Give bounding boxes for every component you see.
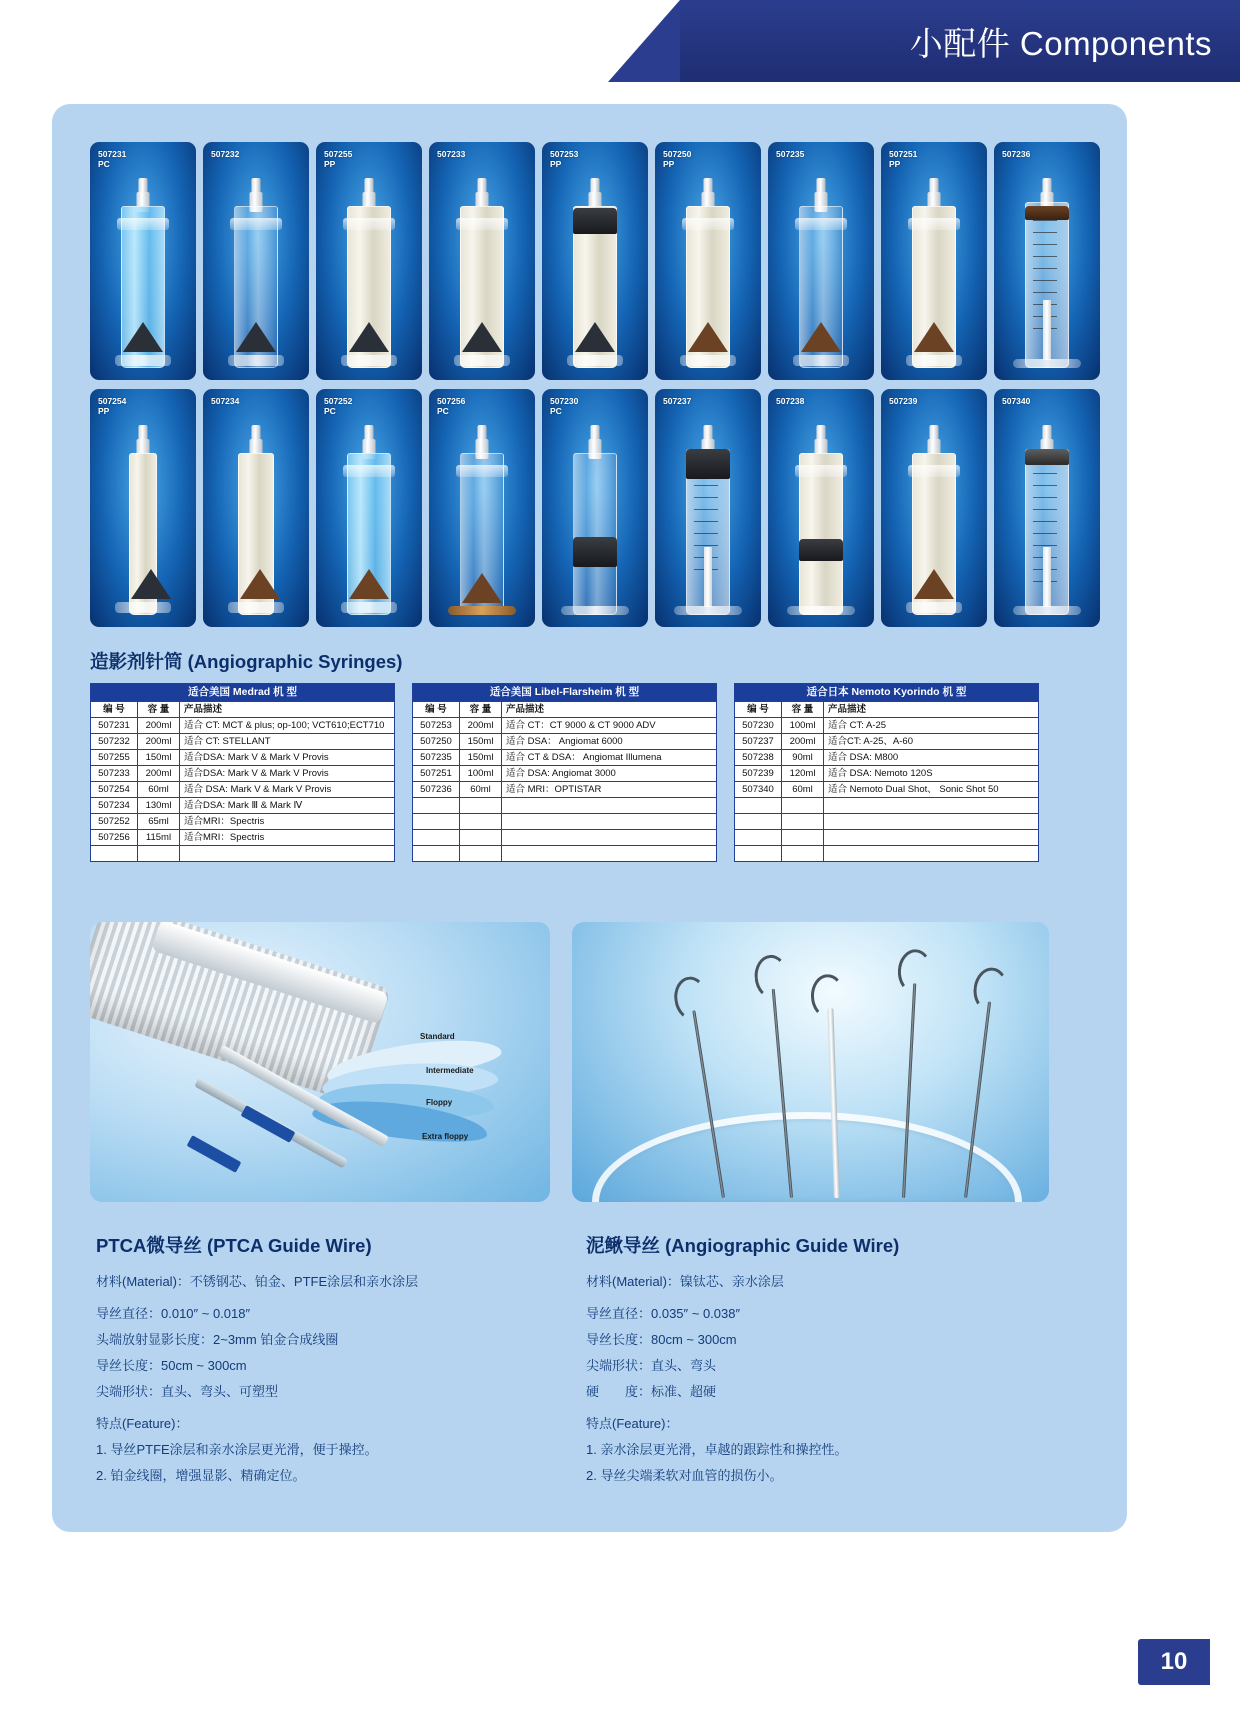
product-cell <box>655 142 761 380</box>
cell-description <box>180 846 395 862</box>
cell-code: 507340 <box>735 782 782 798</box>
cell-volume <box>782 798 824 814</box>
cell-description: 适合MRI：Spectris <box>180 830 395 846</box>
table-row <box>91 750 395 766</box>
material-text: PC <box>437 406 449 416</box>
product-code <box>324 149 352 169</box>
table-row <box>413 718 717 734</box>
code-text: 507236 <box>1002 149 1031 159</box>
col-code: 编 号 <box>413 702 460 718</box>
cell-volume: 150ml <box>460 734 502 750</box>
syringe-illustration <box>452 172 512 368</box>
table-title: 适合日本 Nemoto Kyorindo 机 型 <box>735 684 1039 702</box>
cell-volume: 100ml <box>782 718 824 734</box>
cell-code <box>735 846 782 862</box>
product-code <box>550 396 578 416</box>
cell-volume <box>782 814 824 830</box>
table-row <box>91 846 395 862</box>
code-text: 507238 <box>776 396 805 406</box>
table-row <box>91 718 395 734</box>
material-text: PC <box>550 406 562 416</box>
cell-description: 适合 DSA: Angiomat 3000 <box>502 766 717 782</box>
tubing-illustration <box>592 1112 1022 1202</box>
product-code <box>550 149 578 169</box>
product-cell <box>542 142 648 380</box>
cell-code: 507238 <box>735 750 782 766</box>
product-cell <box>90 389 196 627</box>
product-cell <box>429 142 535 380</box>
cell-code: 507234 <box>91 798 138 814</box>
page-title: 小配件 Components <box>909 25 1212 62</box>
table-row <box>413 798 717 814</box>
angio-length: 导丝长度：80cm ~ 300cm <box>586 1332 737 1347</box>
cell-code: 507232 <box>91 734 138 750</box>
cell-description: 适合DSA: Mark V & Mark V Provis <box>180 766 395 782</box>
table-row <box>413 750 717 766</box>
cell-description <box>824 798 1039 814</box>
cell-description: 适合 CT：CT 9000 & CT 9000 ADV <box>502 718 717 734</box>
cell-description: 适合 CT: STELLANT <box>180 734 395 750</box>
cell-code: 507233 <box>91 766 138 782</box>
cell-volume <box>782 846 824 862</box>
table-row <box>735 798 1039 814</box>
cell-volume <box>460 814 502 830</box>
cell-description: 适合CT: A-25、A-60 <box>824 734 1039 750</box>
product-grid-row-2 <box>90 389 1100 627</box>
cell-code: 507256 <box>91 830 138 846</box>
product-cell <box>994 142 1100 380</box>
cell-volume: 200ml <box>460 718 502 734</box>
product-cell <box>90 142 196 380</box>
ptca-diameter: 导丝直径：0.010″ ~ 0.018″ <box>96 1306 251 1321</box>
cell-description: 适合 DSA: Nemoto 120S <box>824 766 1039 782</box>
table-liebel-flarsheim <box>412 683 717 862</box>
cell-description: 适合 CT: A-25 <box>824 718 1039 734</box>
table-row <box>413 846 717 862</box>
table-row <box>413 766 717 782</box>
syringe-illustration <box>678 419 738 615</box>
cell-code: 507254 <box>91 782 138 798</box>
wire-label-band <box>187 1135 242 1173</box>
table-row <box>91 782 395 798</box>
product-cell <box>316 142 422 380</box>
code-text: 507250 <box>663 149 692 159</box>
material-text: PP <box>663 159 675 169</box>
table-row <box>91 766 395 782</box>
table-row <box>413 734 717 750</box>
table-row <box>735 782 1039 798</box>
cell-volume: 120ml <box>782 766 824 782</box>
cell-code <box>735 814 782 830</box>
ptca-tip-shape: 尖端形状：直头、弯头、可塑型 <box>96 1384 279 1399</box>
cell-description <box>502 814 717 830</box>
col-code: 编 号 <box>735 702 782 718</box>
ptca-guide-wire-photo <box>90 922 550 1202</box>
col-volume: 容 量 <box>460 702 502 718</box>
product-cell <box>542 389 648 627</box>
syringe-illustration <box>339 419 399 615</box>
code-text: 507239 <box>889 396 918 406</box>
code-text: 507233 <box>437 149 466 159</box>
angio-feature-title: 特点(Feature)： <box>586 1416 679 1431</box>
table-row <box>735 766 1039 782</box>
cell-code: 507251 <box>413 766 460 782</box>
product-code <box>211 396 239 406</box>
cell-volume: 200ml <box>782 734 824 750</box>
cell-code <box>413 830 460 846</box>
angiographic-guide-wire-text <box>586 1232 1056 1492</box>
code-text: 507252 <box>324 396 353 406</box>
angio-feature-2: 2. 导丝尖端柔软对血管的损伤小。 <box>586 1468 783 1483</box>
code-text: 507231 <box>98 149 127 159</box>
product-grid-row-1 <box>90 142 1100 380</box>
cell-code <box>735 830 782 846</box>
product-cell <box>768 389 874 627</box>
cell-description <box>502 830 717 846</box>
cell-description: 适合 DSA: M800 <box>824 750 1039 766</box>
table-row <box>413 814 717 830</box>
code-text: 507230 <box>550 396 579 406</box>
cell-code <box>91 846 138 862</box>
syringe-illustration <box>904 419 964 615</box>
col-description: 产品描述 <box>824 702 1039 718</box>
syringe-illustration <box>791 419 851 615</box>
cell-volume: 60ml <box>460 782 502 798</box>
cell-volume <box>460 798 502 814</box>
product-code <box>437 396 465 416</box>
cell-code: 507237 <box>735 734 782 750</box>
syringe-illustration <box>113 172 173 368</box>
product-code <box>98 149 126 169</box>
table-title: 适合美国 Medrad 机 型 <box>91 684 395 702</box>
page-header <box>0 0 1240 88</box>
cell-volume: 150ml <box>460 750 502 766</box>
table-row <box>735 734 1039 750</box>
product-code <box>324 396 352 416</box>
table-medrad <box>90 683 395 862</box>
label-floppy: Floppy <box>426 1098 453 1107</box>
angio-stiffness: 硬 度：标准、超硬 <box>586 1384 717 1399</box>
angiographic-guide-wire-photo <box>572 922 1049 1202</box>
cell-volume: 130ml <box>138 798 180 814</box>
ptca-length: 导丝长度：50cm ~ 300cm <box>96 1358 247 1373</box>
cell-code <box>735 798 782 814</box>
code-text: 507237 <box>663 396 692 406</box>
product-code <box>1002 396 1030 406</box>
code-text: 507340 <box>1002 396 1031 406</box>
ptca-feature-2: 2. 铂金线圈，增强显影、精确定位。 <box>96 1468 306 1483</box>
angio-feature-1: 1. 亲水涂层更光滑，卓越的跟踪性和操控性。 <box>586 1442 848 1457</box>
syringe-illustration <box>565 172 625 368</box>
product-code <box>776 396 804 406</box>
ptca-feature-1: 1. 导丝PTFE涂层和亲水涂层更光滑，便于操控。 <box>96 1442 378 1457</box>
table-row <box>735 718 1039 734</box>
col-description: 产品描述 <box>180 702 395 718</box>
product-code <box>889 149 917 169</box>
product-code <box>889 396 917 406</box>
cell-volume: 100ml <box>460 766 502 782</box>
cell-description: 适合 DSA: Mark V & Mark V Provis <box>180 782 395 798</box>
col-volume: 容 量 <box>138 702 180 718</box>
product-cell <box>881 389 987 627</box>
cell-code <box>413 846 460 862</box>
syringe-illustration <box>565 419 625 615</box>
code-text: 507251 <box>889 149 918 159</box>
syringe-illustration <box>452 419 512 615</box>
product-cell <box>768 142 874 380</box>
cell-volume <box>460 830 502 846</box>
table-row <box>91 734 395 750</box>
angiographic-syringes-title: 造影剂针筒 (Angiographic Syringes) <box>90 651 403 672</box>
syringe-illustration <box>904 172 964 368</box>
cell-description <box>502 798 717 814</box>
wire-label-band <box>241 1105 296 1143</box>
cell-description: 适合 CT & DSA： Angiomat Illumena <box>502 750 717 766</box>
cell-description: 适合 MRI：OPTISTAR <box>502 782 717 798</box>
table-row <box>91 814 395 830</box>
syringe-illustration <box>1017 419 1077 615</box>
cell-volume: 150ml <box>138 750 180 766</box>
syringe-illustration <box>339 172 399 368</box>
cell-volume <box>138 846 180 862</box>
material-text: PP <box>889 159 901 169</box>
cell-volume: 200ml <box>138 718 180 734</box>
cell-volume: 65ml <box>138 814 180 830</box>
code-text: 507235 <box>776 149 805 159</box>
cell-volume: 90ml <box>782 750 824 766</box>
cell-description: 适合 CT: MCT & plus; op-100; VCT610;ECT710 <box>180 718 395 734</box>
code-text: 507234 <box>211 396 240 406</box>
cell-description <box>824 814 1039 830</box>
table-row <box>413 782 717 798</box>
product-cell <box>655 389 761 627</box>
code-text: 507254 <box>98 396 127 406</box>
table-title: 适合美国 Libel-Flarsheim 机 型 <box>413 684 717 702</box>
table-row <box>735 750 1039 766</box>
product-code <box>1002 149 1030 159</box>
cell-volume: 200ml <box>138 766 180 782</box>
cell-code <box>413 798 460 814</box>
angio-wire-title: 泥鳅导丝 (Angiographic Guide Wire) <box>586 1235 900 1256</box>
cell-description: 适合MRI：Spectris <box>180 814 395 830</box>
syringe-illustration <box>226 419 286 615</box>
table-row <box>91 798 395 814</box>
cell-code: 507250 <box>413 734 460 750</box>
product-code <box>437 149 465 159</box>
table-row <box>735 846 1039 862</box>
cell-description: 适合 DSA： Angiomat 6000 <box>502 734 717 750</box>
cell-volume <box>460 846 502 862</box>
table-row <box>735 814 1039 830</box>
product-code <box>211 149 239 159</box>
product-cell <box>316 389 422 627</box>
syringe-illustration <box>1017 172 1077 368</box>
code-text: 507256 <box>437 396 466 406</box>
cell-code: 507231 <box>91 718 138 734</box>
col-description: 产品描述 <box>502 702 717 718</box>
col-volume: 容 量 <box>782 702 824 718</box>
angio-tip-shape: 尖端形状：直头、弯头 <box>586 1358 717 1373</box>
product-cell <box>881 142 987 380</box>
table-row <box>735 830 1039 846</box>
product-cell <box>429 389 535 627</box>
material-text: PP <box>98 406 110 416</box>
ptca-title: PTCA微导丝 (PTCA Guide Wire) <box>96 1235 372 1256</box>
label-extra-floppy: Extra floppy <box>422 1132 469 1141</box>
product-cell <box>994 389 1100 627</box>
product-code <box>663 149 691 169</box>
label-standard: Standard <box>420 1032 455 1041</box>
cell-volume: 115ml <box>138 830 180 846</box>
table-row <box>91 830 395 846</box>
cell-code: 507230 <box>735 718 782 734</box>
table-nemoto-kyorindo <box>734 683 1039 862</box>
table-row <box>413 830 717 846</box>
product-cell <box>203 389 309 627</box>
material-text: PP <box>324 159 336 169</box>
cell-code: 507253 <box>413 718 460 734</box>
cell-code <box>413 814 460 830</box>
col-code: 编 号 <box>91 702 138 718</box>
cell-code: 507252 <box>91 814 138 830</box>
cell-code: 507236 <box>413 782 460 798</box>
code-text: 507253 <box>550 149 579 159</box>
code-text: 507232 <box>211 149 240 159</box>
cell-volume: 60ml <box>138 782 180 798</box>
angio-diameter: 导丝直径：0.035″ ~ 0.038″ <box>586 1306 741 1321</box>
syringe-illustration <box>226 172 286 368</box>
cell-description: 适合DSA: Mark Ⅲ & Mark Ⅳ <box>180 798 395 814</box>
cell-description: 适合DSA: Mark V & Mark V Provis <box>180 750 395 766</box>
material-text: PC <box>98 159 110 169</box>
cell-code: 507255 <box>91 750 138 766</box>
product-code <box>663 396 691 406</box>
ptca-guide-wire-text <box>96 1232 566 1492</box>
syringe-illustration <box>678 172 738 368</box>
cell-description: 适合 Nemoto Dual Shot、 Sonic Shot 50 <box>824 782 1039 798</box>
ptca-material: 材料(Material)：不锈钢芯、铂金、PTFE涂层和亲水涂层 <box>96 1274 419 1289</box>
cell-volume <box>782 830 824 846</box>
material-text: PC <box>324 406 336 416</box>
syringe-illustration <box>113 419 173 615</box>
cell-code: 507239 <box>735 766 782 782</box>
cell-volume: 60ml <box>782 782 824 798</box>
material-text: PP <box>550 159 562 169</box>
product-cell <box>203 142 309 380</box>
ptca-feature-title: 特点(Feature)： <box>96 1416 189 1431</box>
page-number: 10 <box>1138 1639 1210 1685</box>
cell-description <box>502 846 717 862</box>
cell-code: 507235 <box>413 750 460 766</box>
angio-material: 材料(Material)：镍钛芯、亲水涂层 <box>586 1274 784 1289</box>
code-text: 507255 <box>324 149 353 159</box>
product-code <box>98 396 126 416</box>
cell-description <box>824 846 1039 862</box>
cell-description <box>824 830 1039 846</box>
label-intermediate: Intermediate <box>426 1066 474 1075</box>
syringe-illustration <box>791 172 851 368</box>
cell-volume: 200ml <box>138 734 180 750</box>
ptca-radiopaque-length: 头端放射显影长度：2~3mm 铂金合成线圈 <box>96 1332 339 1347</box>
product-code <box>776 149 804 159</box>
